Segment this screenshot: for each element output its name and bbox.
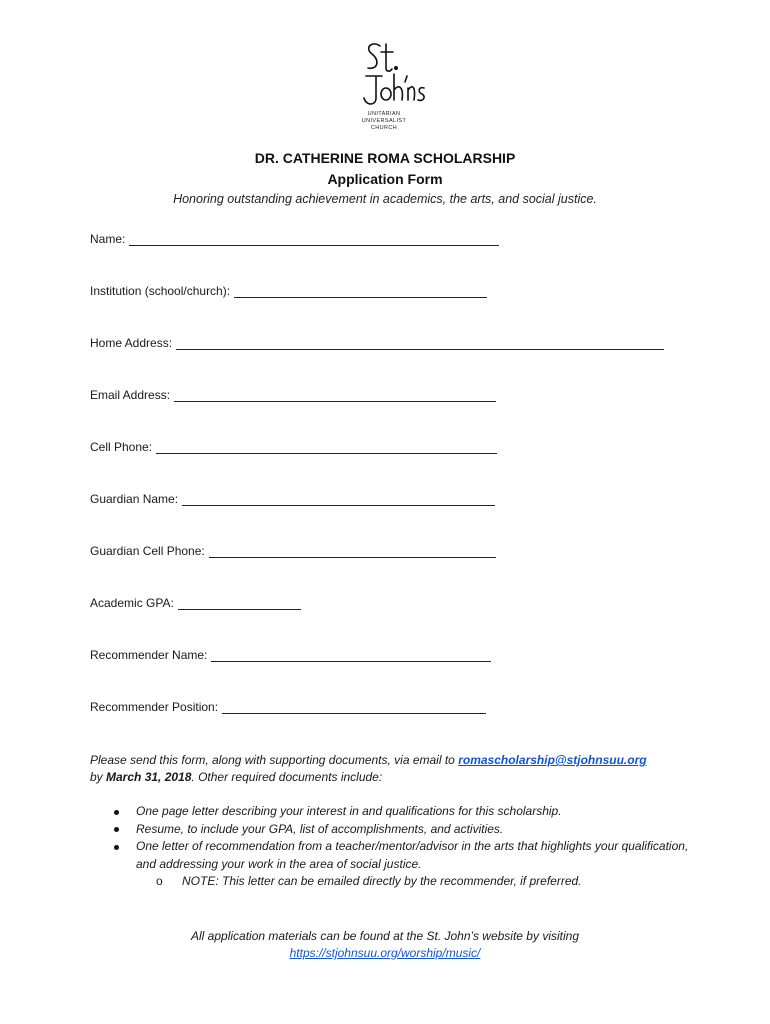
cell-phone-field[interactable] (90, 440, 497, 454)
name-field[interactable] (90, 232, 499, 246)
home-address-field[interactable] (90, 336, 664, 350)
institution-field[interactable] (90, 284, 487, 298)
instructions-text-after: . Other required documents include: (191, 770, 383, 784)
list-item (110, 821, 690, 839)
church-logo (336, 38, 432, 134)
email-label: Email Address: (90, 388, 171, 402)
bullet-icon (114, 810, 119, 815)
footer-text: All application materials can be found at the St. John’s website by visiting (191, 929, 579, 943)
logo-line-universalist: UNIVERSALIST (361, 118, 407, 124)
guardian-cell-phone-label: Guardian Cell Phone: (90, 544, 205, 558)
guardian-cell-phone-field[interactable] (90, 544, 496, 558)
cell-phone-label: Cell Phone: (90, 440, 153, 454)
home-address-input-line[interactable] (176, 337, 664, 350)
recommender-name-label: Recommender Name: (90, 648, 208, 662)
deadline-prefix: by (90, 770, 107, 784)
instructions-text: Please send this form, along with supporting documents, via email to (90, 753, 459, 767)
bullet-icon (114, 827, 119, 832)
sub-bullet-marker: o (156, 874, 163, 888)
guardian-name-label: Guardian Name: (90, 492, 179, 506)
note-text: NOTE: This letter can be emailed directly by the recommender, if preferred. (182, 874, 582, 888)
institution-label: Institution (school/church): (90, 284, 231, 298)
tagline: Honoring outstanding achievement in academics, the arts, and social justice. (173, 192, 597, 206)
home-address-label: Home Address: (90, 336, 173, 350)
page-title: DR. CATHERINE ROMA SCHOLARSHIP (254, 150, 516, 166)
academic-gpa-label: Academic GPA: (90, 596, 174, 610)
requirements-list (110, 803, 690, 891)
recommender-position-field[interactable] (90, 700, 486, 714)
requirement-text: One letter of recommendation from a teacher/mentor/advisor in the arts that highlights your qualification, and addressing your work in the area of social justice. (136, 839, 689, 871)
bullet-icon (114, 845, 119, 850)
list-item (110, 838, 690, 873)
recommender-position-input-line[interactable] (222, 701, 486, 714)
st-johns-script-logo (336, 38, 432, 110)
guardian-name-input-line[interactable] (182, 493, 495, 506)
requirement-text: One page letter describing your interest in and qualifications for this scholarship. (136, 804, 562, 818)
deadline-date: March 31, 2018 (106, 770, 192, 784)
scholarship-email-link[interactable]: romascholarship@stjohnsuu.org (458, 753, 647, 767)
recommender-position-label: Recommender Position: (90, 700, 219, 714)
logo-line-unitarian: UNITARIAN (367, 111, 401, 117)
academic-gpa-field[interactable] (90, 596, 301, 610)
guardian-cell-phone-input-line[interactable] (209, 545, 496, 558)
footer-note (0, 928, 770, 962)
email-field[interactable] (90, 388, 496, 402)
recommender-name-input-line[interactable] (211, 649, 491, 662)
submission-instructions (90, 752, 690, 786)
name-label: Name: (90, 232, 126, 246)
page-subtitle: Application Form (327, 171, 443, 187)
academic-gpa-input-line[interactable] (178, 597, 301, 610)
logo-line-church: CHURCH (370, 125, 398, 131)
website-link[interactable]: https://stjohnsuu.org/worship/music/ (289, 946, 481, 960)
cell-phone-input-line[interactable] (156, 441, 497, 454)
email-input-line[interactable] (174, 389, 496, 402)
institution-input-line[interactable] (234, 285, 487, 298)
list-item (110, 803, 690, 821)
sub-list-item (110, 873, 690, 891)
requirement-text: Resume, to include your GPA, list of accomplishments, and activities. (136, 821, 504, 836)
recommender-name-field[interactable] (90, 648, 491, 662)
name-input-line[interactable] (129, 233, 499, 246)
guardian-name-field[interactable] (90, 492, 495, 506)
